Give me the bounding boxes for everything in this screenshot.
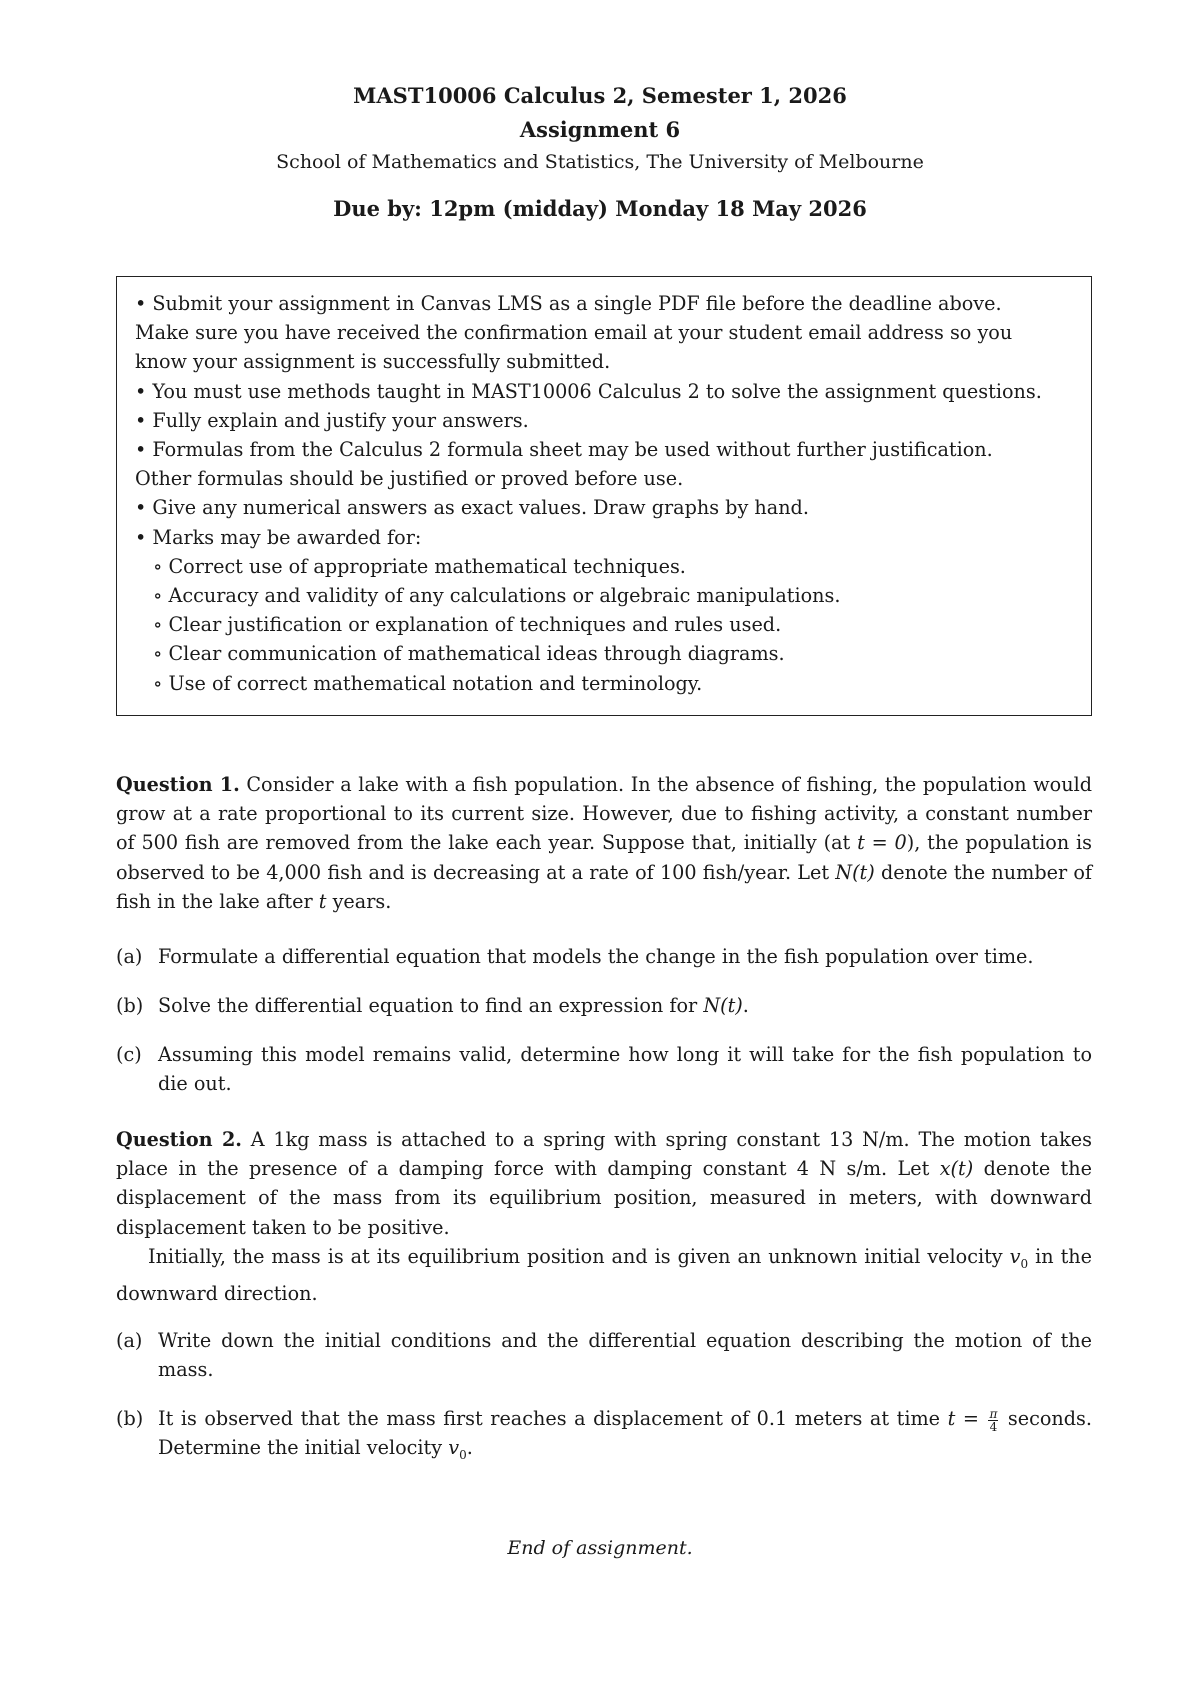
- math-expression: x(t): [939, 1157, 974, 1181]
- question-text: in the downward direction.: [116, 1244, 1092, 1305]
- due-date: Due by: 12pm (midday) Monday 18 May 2026: [333, 196, 867, 221]
- math-subscript: 0: [459, 1448, 467, 1463]
- part-text: .: [742, 994, 749, 1017]
- part-text: .: [466, 1436, 473, 1460]
- marking-criterion: ∘ Clear communication of mathematical ideas through diagrams.: [153, 642, 785, 666]
- question-1-part-a: [116, 942, 1092, 971]
- question-text: denote the displacement of the mass from its equilibrium position, measured in meters, with downward displacement taken to be positive.: [116, 1157, 1092, 1239]
- question-text: Consider a lake with a fish population. In the absence of fishing, the population would grow at a rate proportional to its current size. However, due to fishing activity, a constant number of 500 fish are removed from the lake each year. Suppose that, initially (at: [116, 773, 1092, 855]
- part-text: seconds. Determine the initial velocity: [158, 1407, 1092, 1460]
- instruction-line: know your assignment is successfully submitted.: [135, 350, 611, 374]
- math-subscript: 0: [1020, 1256, 1029, 1271]
- instructions-box: [116, 276, 1092, 716]
- part-tag: (a): [116, 1329, 143, 1352]
- question-1-part-b: [116, 991, 1092, 1020]
- instruction-line: Other formulas should be justified or proved before use.: [135, 467, 684, 491]
- math-expression: N(t): [835, 860, 875, 884]
- question-2-paragraph-2: [116, 1242, 1092, 1308]
- math-expression: v: [448, 1436, 460, 1460]
- part-text: Solve the differential equation to find an expression for: [158, 994, 704, 1017]
- question-1-label: Question 1.: [116, 773, 240, 796]
- instruction-line: • You must use methods taught in MAST10006 Calculus 2 to solve the assignment questions.: [135, 379, 1042, 403]
- question-text: ), the population is observed to be 4,000 fish and is decreasing at a rate of 100 fish/year. Let: [116, 831, 1092, 884]
- assignment-title: Assignment 6: [519, 117, 681, 142]
- question-1: [116, 770, 1092, 916]
- fraction-numerator: π: [989, 1406, 998, 1421]
- marking-criterion: ∘ Accuracy and validity of any calculations or algebraic manipulations.: [153, 584, 841, 608]
- question-2: [116, 1125, 1092, 1308]
- math-expression: t: [947, 1407, 956, 1430]
- part-text: Assuming this model remains valid, determine how long it will take for the fish population to die out.: [158, 1043, 1092, 1096]
- fraction-denominator: 4: [989, 1419, 998, 1434]
- part-tag: (a): [116, 945, 143, 968]
- question-2-label: Question 2.: [116, 1128, 242, 1151]
- instruction-line: • Formulas from the Calculus 2 formula sheet may be used without further justification.: [135, 438, 993, 462]
- part-tag: (b): [116, 1407, 144, 1430]
- part-tag: (b): [116, 994, 144, 1017]
- math-expression: t: [318, 889, 327, 913]
- question-2-part-a: [116, 1326, 1092, 1384]
- marking-criterion: ∘ Correct use of appropriate mathematical techniques.: [153, 554, 686, 578]
- instruction-line: Make sure you have received the confirmation email at your student email address so you: [135, 321, 1013, 345]
- part-text: Formulate a differential equation that models the change in the fish population over time.: [158, 945, 1034, 968]
- math-expression: v: [1009, 1244, 1021, 1268]
- part-text: It is observed that the mass first reaches a displacement of 0.1 meters at time: [158, 1407, 948, 1430]
- end-of-assignment: End of assignment.: [507, 1537, 693, 1559]
- math-expression: t = 0: [857, 831, 907, 855]
- instruction-line: • Marks may be awarded for:: [135, 525, 422, 549]
- part-tag: (c): [116, 1043, 142, 1066]
- instruction-line: • Submit your assignment in Canvas LMS as a single PDF file before the deadline above.: [135, 292, 1002, 315]
- question-text: denote the number of fish in the lake after: [116, 860, 1093, 913]
- question-2-part-b: [116, 1404, 1092, 1470]
- marking-criterion: ∘ Clear justification or explanation of techniques and rules used.: [153, 613, 782, 637]
- instruction-line: • Fully explain and justify your answers.: [135, 408, 529, 432]
- question-text: years.: [326, 889, 392, 913]
- part-text: Write down the initial conditions and the differential equation describing the motion of the mass.: [158, 1329, 1092, 1382]
- course-title: MAST10006 Calculus 2, Semester 1, 2026: [353, 83, 847, 108]
- instruction-line: • Give any numerical answers as exact values. Draw graphs by hand.: [135, 496, 809, 520]
- math-operator: =: [955, 1407, 987, 1430]
- school-name: School of Mathematics and Statistics, The University of Melbourne: [276, 151, 924, 173]
- marking-criterion: ∘ Use of correct mathematical notation and terminology.: [153, 671, 703, 695]
- question-text: A 1kg mass is attached to a spring with spring constant 13 N/m. The motion takes place in the presence of a damping force with damping constant 4 N s/m. Let: [116, 1128, 1092, 1181]
- fraction: [988, 1408, 998, 1433]
- math-expression: N(t): [703, 994, 743, 1017]
- question-1-part-c: [116, 1040, 1092, 1098]
- question-text: Initially, the mass is at its equilibrium position and is given an unknown initial velocity: [148, 1244, 1010, 1268]
